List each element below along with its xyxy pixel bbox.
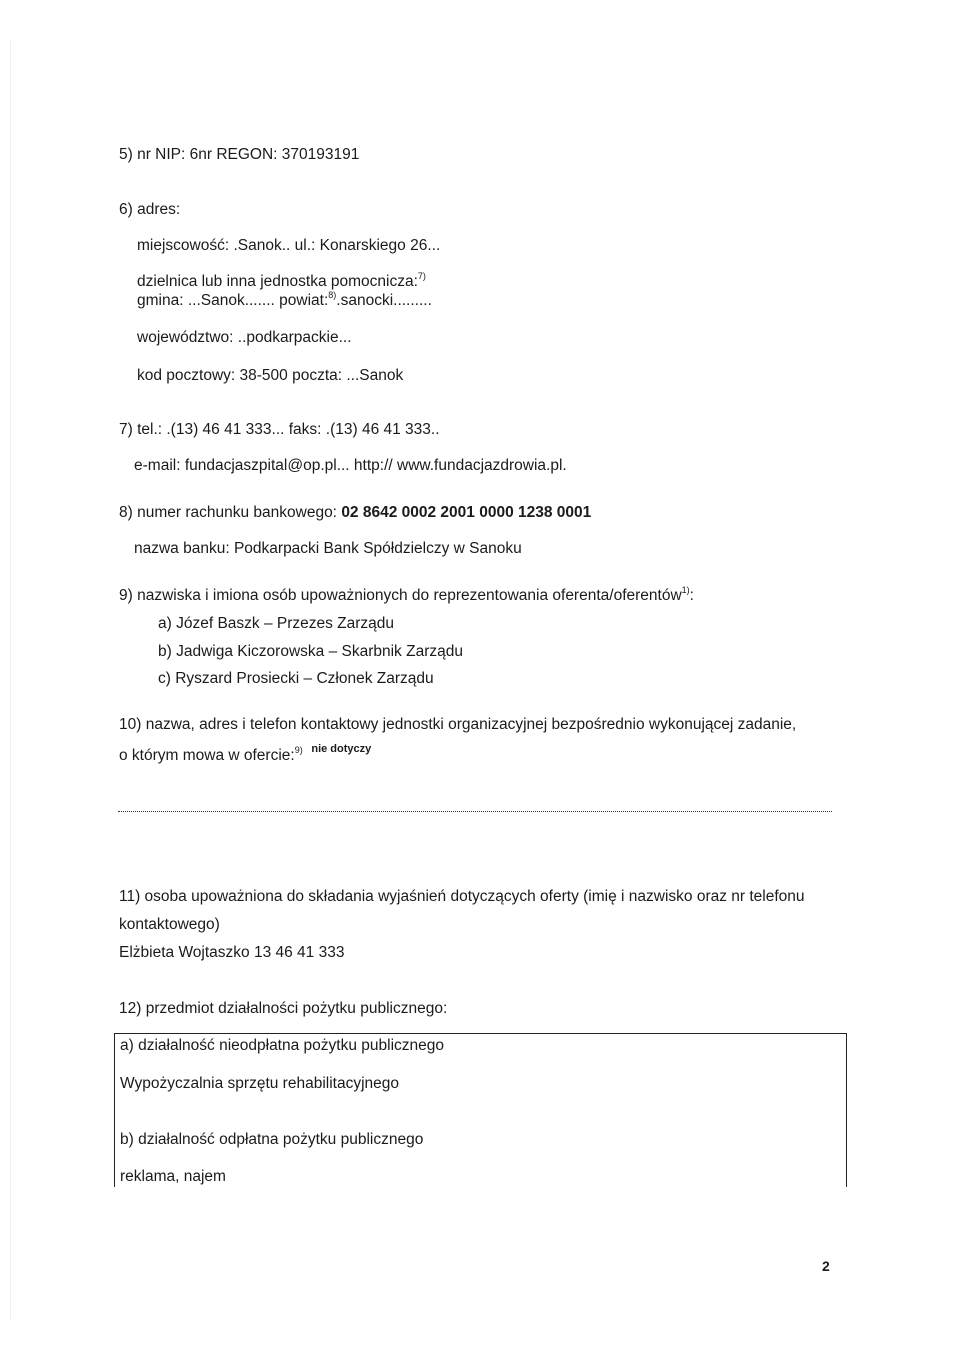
- activity-box: [114, 1033, 847, 1187]
- address-postal: kod pocztowy: 38-500 poczta: ...Sanok: [137, 367, 404, 384]
- bank-account-label: 8) numer rachunku bankowego:: [119, 504, 342, 521]
- bank-account-line: [119, 503, 591, 523]
- representatives-heading: [119, 586, 694, 606]
- explainer-line-1: 11) osoba upoważniona do składania wyjaśnień dotyczących oferty (imię i nazwisko oraz nr telefonu: [119, 888, 805, 905]
- representative-item: c) Ryszard Prosiecki – Członek Zarządu: [158, 670, 434, 687]
- address-commune-county: [137, 291, 432, 311]
- bank-name: nazwa banku: Podkarpacki Bank Spółdzielczy w Sanoku: [134, 540, 522, 557]
- address-city-street: miejscowość: .Sanok.. ul.: Konarskiego 26...: [137, 237, 441, 254]
- representatives-heading-text: 9) nazwiska i imiona osób upoważnionych do reprezentowania oferenta/oferentów: [119, 587, 682, 604]
- page-number: 2: [822, 1258, 830, 1274]
- scan-edge: [10, 40, 11, 1320]
- footnote-8: 8): [328, 290, 337, 300]
- bank-account-number: 02 8642 0002 2001 0000 1238 0001: [341, 504, 592, 521]
- unit-line-1: 10) nazwa, adres i telefon kontaktowy jednostki organizacyjnej bezpośrednio wykonującej zadanie,: [119, 716, 797, 733]
- address-district: [137, 272, 426, 292]
- nip-regon-line: 5) nr NIP: 6nr REGON: 370193191: [119, 146, 360, 163]
- dotted-fill-line: [118, 811, 832, 812]
- activity-free-label: a) działalność nieodpłatna pożytku publicznego: [120, 1037, 444, 1054]
- not-applicable-note: nie dotyczy: [311, 743, 372, 755]
- contact-email-www: e-mail: fundacjaszpital@op.pl... http:// www.fundacjazdrowia.pl.: [134, 457, 567, 474]
- explainer-line-2: kontaktowego): [119, 916, 220, 933]
- unit-line-2-text: o którym mowa w ofercie:: [119, 747, 295, 764]
- activity-paid-label: b) działalność odpłatna pożytku publicznego: [120, 1131, 424, 1148]
- address-commune-text: gmina: ...Sanok....... powiat:: [137, 292, 329, 309]
- activity-paid-value: reklama, najem: [120, 1168, 226, 1185]
- footnote-1: 1): [681, 585, 690, 595]
- address-heading: 6) adres:: [119, 201, 181, 218]
- address-county-text: .sanocki.........: [336, 292, 432, 309]
- representative-item: a) Józef Baszk – Przezes Zarządu: [158, 615, 395, 632]
- activity-free-value: Wypożyczalnia sprzętu rehabilitacyjnego: [120, 1075, 399, 1092]
- explainer-person: Elżbieta Wojtaszko 13 46 41 333: [119, 944, 345, 961]
- contact-phone-fax: 7) tel.: .(13) 46 41 333... faks: .(13) 46 41 333..: [119, 421, 440, 438]
- representative-item: b) Jadwiga Kiczorowska – Skarbnik Zarządu: [158, 643, 463, 660]
- activity-heading: 12) przedmiot działalności pożytku publicznego:: [119, 1000, 448, 1017]
- address-voivodeship: województwo: ..podkarpackie...: [137, 329, 352, 346]
- footnote-7: 7): [417, 271, 426, 281]
- unit-line-2: [119, 743, 372, 767]
- representatives-heading-colon: :: [689, 587, 694, 604]
- footnote-9: 9): [294, 745, 303, 755]
- address-district-text: dzielnica lub inna jednostka pomocnicza:: [137, 273, 418, 290]
